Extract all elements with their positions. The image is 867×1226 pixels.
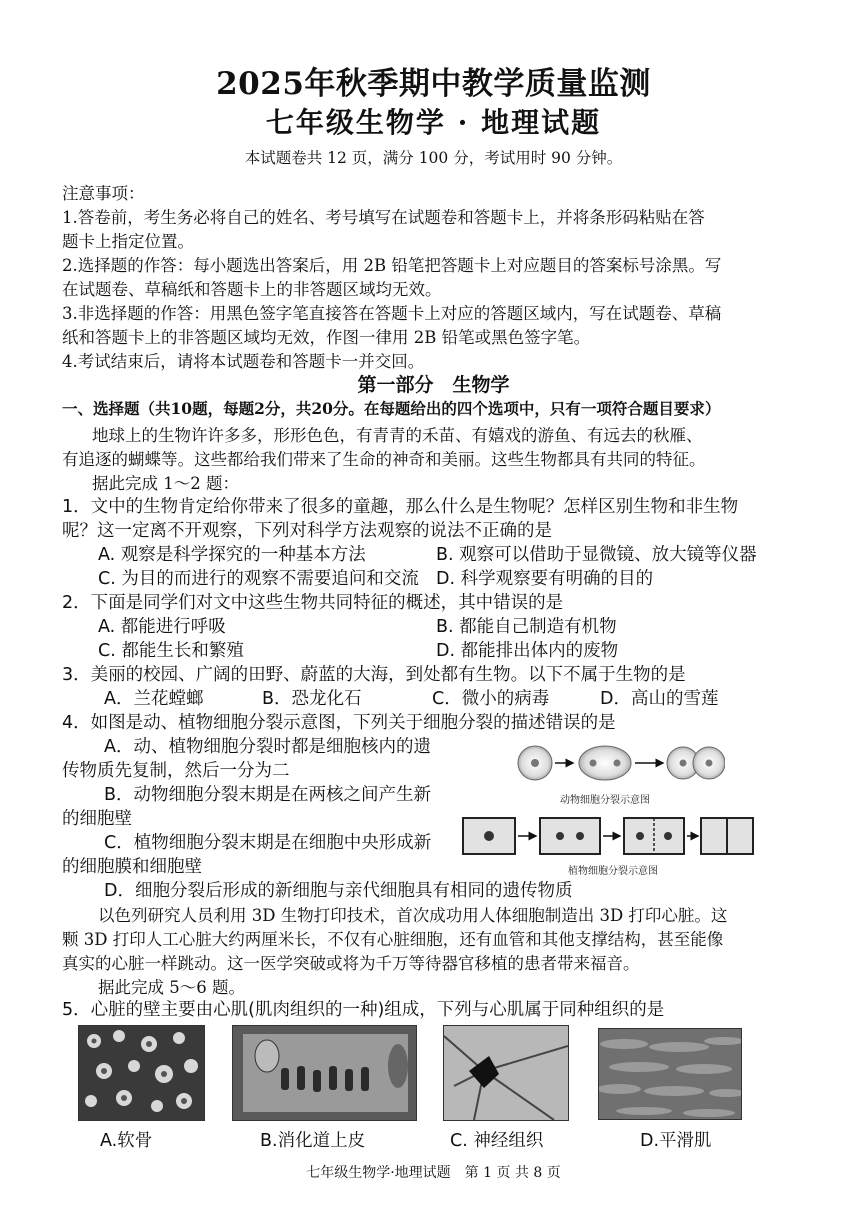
page-footer: 七年级生物学·地理试题 第 1 页 共 8 页: [306, 1165, 561, 1181]
animal-diagram-caption: 动物细胞分裂示意图: [560, 795, 650, 806]
option-d: D. 科学观察要有明确的目的: [436, 569, 654, 589]
passage-line: 以色列研究人员利用 3D 生物打印技术，首次成功用人体细胞制造出 3D 打印心脏。这: [98, 906, 728, 925]
option-d: D.平滑肌: [640, 1131, 712, 1151]
option-a: A.软骨: [100, 1131, 153, 1151]
part-title: 第一部分 生物学: [357, 374, 510, 396]
option-a: A．动、植物细胞分裂时都是细胞核内的遗: [104, 737, 431, 757]
notice-line: 4.考试结束后，请将本试题卷和答题卡一并交回。: [62, 352, 425, 371]
animal-cell-division-diagram: [505, 738, 725, 788]
question-1-stem: 1．文中的生物肯定给你带来了很多的童趣，那么什么是生物呢？怎样区别生物和非生物: [62, 497, 739, 517]
option-c: C. 都能生长和繁殖: [98, 641, 244, 661]
question-2-stem: 2．下面是同学们对文中这些生物共同特征的概述，其中错误的是: [62, 593, 564, 613]
notice-line: 在试题卷、草稿纸和答题卡上的非答题区域均无效。: [62, 280, 442, 299]
exam-title: 2025年秋季期中教学质量监测: [216, 66, 651, 102]
passage-line: 地球上的生物许许多多，形形色色，有青青的禾苗、有嬉戏的游鱼、有远去的秋雁、: [92, 426, 703, 445]
option-d: D．高山的雪莲: [600, 689, 719, 709]
notice-line: 2.选择题的作答：每小题选出答案后，用 2B 铅笔把答题卡上对应题目的答案标号涂黑。写: [62, 256, 722, 275]
smooth-muscle-image: [598, 1028, 742, 1120]
question-5-stem: 5．心脏的壁主要由心肌(肌肉组织的一种)组成，下列与心肌属于同种组织的是: [62, 1000, 665, 1020]
nerve-tissue-image: [443, 1025, 569, 1121]
notice-line: 题卡上指定位置。: [62, 232, 194, 251]
option-a-cont: 传物质先复制，然后一分为二: [62, 761, 290, 781]
option-b: B.消化道上皮: [260, 1131, 366, 1151]
option-b: B．动物细胞分裂末期是在两核之间产生新: [104, 785, 432, 805]
option-b: B．恐龙化石: [262, 689, 362, 709]
option-d: D. 都能排出体内的废物: [436, 641, 619, 661]
option-d: D．细胞分裂后形成的新细胞与亲代细胞具有相同的遗传物质: [104, 881, 573, 901]
passage-line: 真实的心脏一样跳动。这一医学突破或将为千万等待器官移植的患者带来福音。: [62, 954, 640, 973]
plant-diagram-caption: 植物细胞分裂示意图: [568, 866, 658, 877]
option-c: C. 为目的而进行的观察不需要追问和交流: [98, 569, 419, 589]
option-a: A．兰花螳螂: [104, 689, 204, 709]
exam-info: 本试题卷共 12 页，满分 100 分，考试用时 90 分钟。: [244, 149, 623, 167]
notice-heading: 注意事项：: [62, 184, 145, 203]
option-c: C．植物细胞分裂末期是在细胞中央形成新: [104, 833, 432, 853]
exam-subtitle: 七年级生物学 · 地理试题: [265, 106, 602, 139]
cartilage-image: [78, 1025, 205, 1121]
notice-line: 1.答卷前，考生务必将自己的姓名、考号填写在试题卷和答题卡上，并将条形码粘贴在答: [62, 208, 705, 227]
option-a: A. 都能进行呼吸: [98, 617, 226, 637]
passage-line: 据此完成 5～6 题。: [98, 978, 245, 997]
notice-line: 纸和答题卡上的非答题区域均无效，作图一律用 2B 铅笔或黑色签字笔。: [62, 328, 591, 347]
option-b: B. 都能自己制造有机物: [436, 617, 617, 637]
question-4-stem: 4．如图是动、植物细胞分裂示意图，下列关于细胞分裂的描述错误的是: [62, 713, 616, 733]
passage-line: 颗 3D 打印人工心脏大约两厘米长，不仅有心脏细胞，还有血管和其他支撑结构，甚至能像: [62, 930, 724, 949]
section-title: 一、选择题（共10题，每题2分，共20分。在每题给出的四个选项中，只有一项符合题目要求）: [62, 399, 721, 418]
question-1-stem: 呢？这一定离不开观察，下列对科学方法观察的说法不正确的是: [62, 521, 552, 541]
question-3-stem: 3．美丽的校园、广阔的田野、蔚蓝的大海，到处都有生物。以下不属于生物的是: [62, 665, 686, 685]
passage-line: 有追逐的蝴蝶等。这些都给我们带来了生命的神奇和美丽。这些生物都具有共同的特征。: [62, 450, 706, 469]
passage-line: 据此完成 1～2 题：: [92, 474, 239, 493]
plant-cell-division-diagram: [460, 812, 755, 860]
option-c: C. 神经组织: [450, 1131, 544, 1151]
option-b: B. 观察可以借助于显微镜、放大镜等仪器: [436, 545, 757, 565]
option-a: A. 观察是科学探究的一种基本方法: [98, 545, 366, 565]
epithelium-image: [232, 1025, 417, 1121]
notice-line: 3.非选择题的作答：用黑色签字笔直接答在答题卡上对应的答题区域内，写在试题卷、草稿: [62, 304, 722, 323]
option-b-cont: 的细胞壁: [62, 809, 132, 829]
option-c: C．微小的病毒: [432, 689, 550, 709]
option-c-cont: 的细胞膜和细胞壁: [62, 857, 202, 877]
